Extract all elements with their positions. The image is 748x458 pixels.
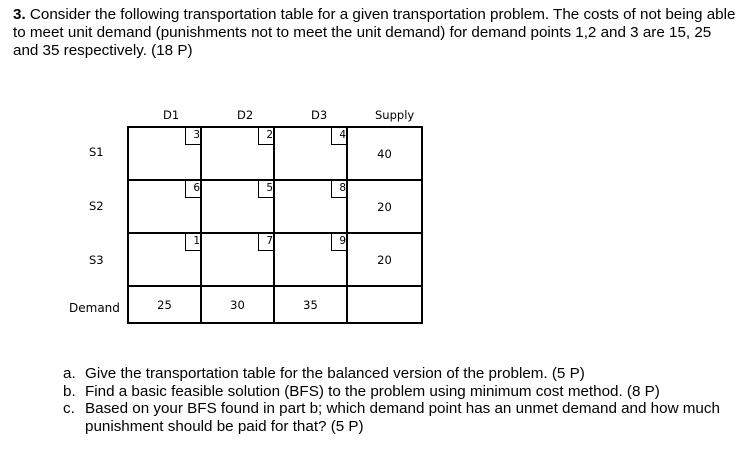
cost-box: 5 [258, 179, 275, 198]
cell-s2-d2 [201, 180, 274, 233]
list-item [63, 400, 743, 435]
cost-box: 8 [331, 179, 348, 198]
cell-s3-d3 [274, 233, 347, 286]
row-label-s3: S3 [89, 253, 104, 267]
row-label-demand: Demand [69, 301, 120, 315]
demand-d1: 25 [128, 286, 201, 323]
list-item [63, 365, 743, 383]
header-d1: D1 [163, 108, 180, 122]
part-text: Find a basic feasible solution (BFS) to the problem using minimum cost method. (8 P) [85, 382, 660, 400]
question-text [13, 6, 739, 60]
part-text: Based on your BFS found in part b; which demand point has an unmet demand and how much punishment should be paid for that? (5 P) [85, 400, 720, 435]
cell-s3-d2 [201, 233, 274, 286]
demand-total [347, 286, 422, 323]
demand-d3: 35 [274, 286, 347, 323]
table-row [128, 127, 422, 180]
row-label-s1: S1 [89, 145, 104, 159]
cell-s1-d3 [274, 127, 347, 180]
cost-box: 1 [185, 232, 202, 251]
part-letter: a. [63, 365, 76, 382]
cost-box: 2 [258, 126, 275, 145]
cell-s1-d1 [128, 127, 201, 180]
table-row [128, 180, 422, 233]
part-letter: b. [63, 382, 76, 400]
cell-s2-d1 [128, 180, 201, 233]
cost-box: 9 [331, 232, 348, 251]
question-number: 3. [13, 6, 26, 23]
table-row [128, 233, 422, 286]
header-d2: D2 [237, 108, 254, 122]
cell-s2-d3 [274, 180, 347, 233]
supply-s1: 40 [347, 127, 422, 180]
cost-box: 4 [331, 126, 348, 145]
part-letter: c. [63, 400, 75, 418]
header-d3: D3 [311, 108, 328, 122]
cost-box: 3 [185, 126, 202, 145]
cell-s1-d2 [201, 127, 274, 180]
header-supply: Supply [375, 108, 415, 122]
question-body: Consider the following transportation table for a given transportation problem. The costs of not being able to meet unit demand (punishments not to meet the unit demand) for demand points 1,2 and 3 are 15, 25 and 35 respectively. (18 P) [13, 6, 736, 59]
supply-s3: 20 [347, 233, 422, 286]
transportation-table [127, 126, 423, 324]
supply-s2: 20 [347, 180, 422, 233]
demand-d2: 30 [201, 286, 274, 323]
cost-box: 7 [258, 232, 275, 251]
row-label-s2: S2 [89, 199, 104, 213]
demand-row [128, 286, 422, 323]
sub-questions [63, 365, 743, 435]
cell-s3-d1 [128, 233, 201, 286]
list-item [63, 383, 743, 401]
cost-box: 6 [185, 179, 202, 198]
part-text: Give the transportation table for the balanced version of the problem. (5 P) [85, 365, 585, 382]
